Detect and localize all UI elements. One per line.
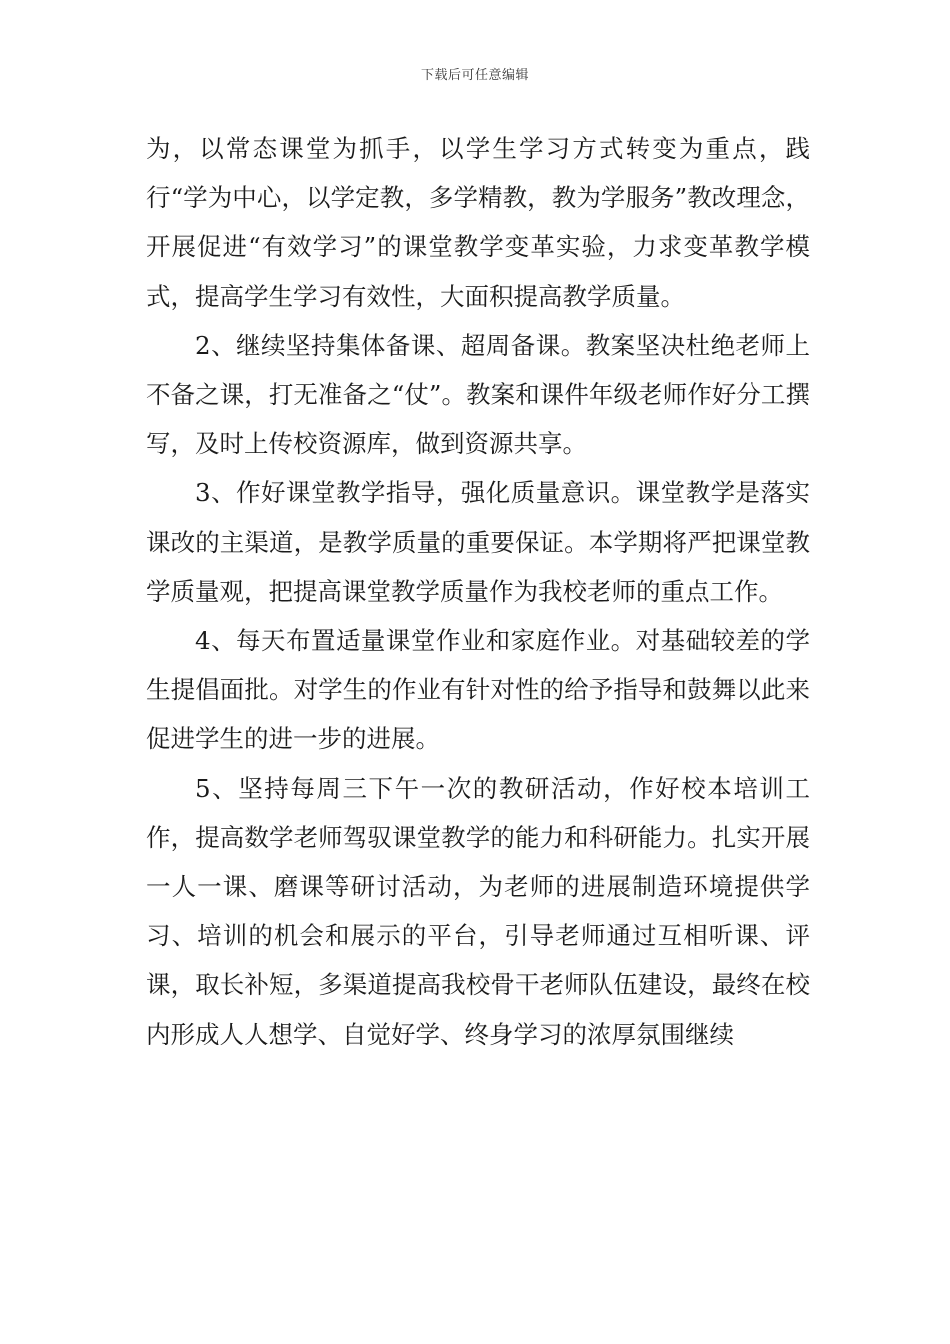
paragraph-item-4: 4、每天布置适量课堂作业和家庭作业。对基础较差的学生提倡面批。对学生的作业有针对性的给予指导和鼓舞以此来促进学生的进一步的进展。 — [146, 626, 810, 754]
paragraph-continuation: 为，以常态课堂为抓手，以学生学习方式转变为重点，践行“学为中心，以学定教，多学精教，教为学服务”教改理念，开展促进“有效学习”的课堂教学变革实验，力求变革教学模式，提高学生学习有效性，大面积提高教学质量。 — [146, 134, 810, 311]
paragraph-item-5: 5、坚持每周三下午一次的教研活动，作好校本培训工作，提高数学老师驾驭课堂教学的能力和科研能力。扎实开展一人一课、磨课等研讨活动，为老师的进展制造环境提供学习、培训的机会和展示的平台，引导老师通过互相听课、评课，取长补短，多渠道提高我校骨干老师队伍建设，最终在校内形成人人想学、自觉好学、终身学习的浓厚氛围继续 — [146, 773, 810, 1049]
paragraph-item-2: 2、继续坚持集体备课、超周备课。教案坚决杜绝老师上不备之课，打无准备之“仗”。教案和课件年级老师作好分工撰写，及时上传校资源库，做到资源共享。 — [146, 330, 810, 459]
page-header: 下载后可任意编辑 — [420, 68, 529, 83]
document-body — [146, 124, 810, 1059]
paragraph-item-3: 3、作好课堂教学指导，强化质量意识。课堂教学是落实课改的主渠道，是教学质量的重要保证。本学期将严把课堂教学质量观，把提高课堂教学质量作为我校老师的重点工作。 — [146, 478, 810, 606]
